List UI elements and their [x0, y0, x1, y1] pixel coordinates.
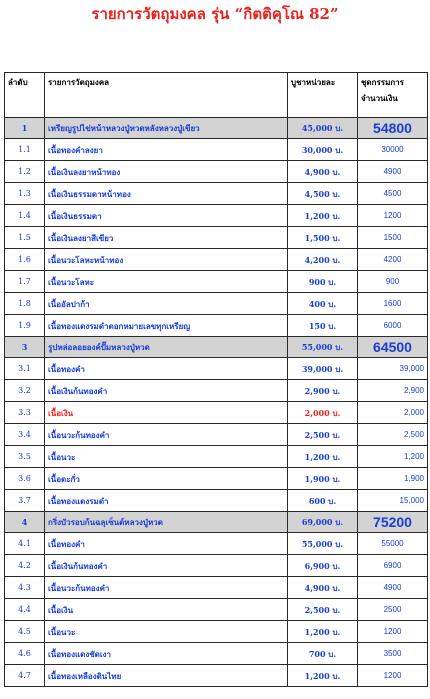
group-name: กริ่งบัวรอบก้นฉลุเซ็นต์หลวงปู่หวด — [45, 512, 288, 533]
item-no: 3.2 — [5, 380, 45, 402]
item-total: 15,000 — [358, 490, 428, 512]
item-no: 4.5 — [5, 621, 45, 643]
table-header-row — [5, 73, 428, 118]
item-price: 1,500 บ. — [288, 227, 358, 249]
item-price: 1,200 บ. — [288, 446, 358, 468]
table-row — [5, 490, 428, 512]
item-name: เนื้ออัลปาก้า — [45, 293, 288, 315]
document-title: รายการวัตถุมงคล รุ่น “กิตติคุโณ 82” — [91, 5, 339, 23]
table-row — [5, 249, 428, 271]
item-price: 39,000 บ. — [288, 358, 358, 380]
item-name: เนื้อนวะก้นทองคำ — [45, 424, 288, 446]
table-row — [5, 424, 428, 446]
table-row — [5, 358, 428, 380]
item-no: 3.5 — [5, 446, 45, 468]
item-no: 1.4 — [5, 205, 45, 227]
header-total-line1: ชุดกรรมการ — [361, 77, 404, 87]
group-row — [5, 512, 428, 533]
item-total: 4900 — [358, 161, 428, 183]
header-price: บูชาหน่วยละ — [288, 73, 358, 118]
item-no: 3.7 — [5, 490, 45, 512]
item-total: 4900 — [358, 577, 428, 599]
group-total: 64500 — [358, 337, 428, 358]
item-price: 6,900 บ. — [288, 555, 358, 577]
table-row — [5, 293, 428, 315]
table-row — [5, 161, 428, 183]
item-price: 400 บ. — [288, 293, 358, 315]
item-name: เนื้อเงินลงยาหน้าทอง — [45, 161, 288, 183]
item-total: 1200 — [358, 665, 428, 687]
group-total: 54800 — [358, 118, 428, 139]
table-row — [5, 271, 428, 293]
item-name: เนื้อเงินลงยาสีเขียว — [45, 227, 288, 249]
item-price: 1,200 บ. — [288, 205, 358, 227]
item-no: 3.6 — [5, 468, 45, 490]
item-name: เนื้อทองคำลงยา — [45, 139, 288, 161]
table-row — [5, 205, 428, 227]
table-row — [5, 402, 428, 424]
item-no: 1.3 — [5, 183, 45, 205]
group-no: 4 — [5, 512, 45, 533]
table-row — [5, 315, 428, 337]
item-no: 3.3 — [5, 402, 45, 424]
item-no: 1.8 — [5, 293, 45, 315]
table-row — [5, 599, 428, 621]
table-row — [5, 227, 428, 249]
item-name: เนื้อตะกั่ว — [45, 468, 288, 490]
item-total: 6000 — [358, 315, 428, 337]
item-name: เนื้อทองแดงชัดเงา — [45, 643, 288, 665]
group-price: 55,000 บ. — [288, 337, 358, 358]
item-name: เนื้อเงินธรรมดาหน้าทอง — [45, 183, 288, 205]
item-total: 1200 — [358, 621, 428, 643]
item-total: 1,900 — [358, 468, 428, 490]
item-no: 4.1 — [5, 533, 45, 555]
item-no: 4.2 — [5, 555, 45, 577]
item-no: 4.7 — [5, 665, 45, 687]
table-row — [5, 577, 428, 599]
item-name: เนื้อเงิน — [45, 402, 288, 424]
group-total: 75200 — [358, 512, 428, 533]
item-price: 30,000 บ. — [288, 139, 358, 161]
item-no: 1.9 — [5, 315, 45, 337]
group-no: 3 — [5, 337, 45, 358]
group-name: รูปหล่อลอยองค์ปั๊มหลวงปู่หวด — [45, 337, 288, 358]
header-no: ลำดับ — [5, 73, 45, 118]
item-no: 1.1 — [5, 139, 45, 161]
item-no: 4.4 — [5, 599, 45, 621]
group-row — [5, 118, 428, 139]
table-row — [5, 643, 428, 665]
item-name: เนื้อทองแดงรมดำ — [45, 490, 288, 512]
item-name: เนื้อเงินก้นทองคำ — [45, 380, 288, 402]
item-total: 2,900 — [358, 380, 428, 402]
item-price: 1,900 บ. — [288, 468, 358, 490]
item-total: 39,000 — [358, 358, 428, 380]
table-row — [5, 665, 428, 687]
item-price: 2,900 บ. — [288, 380, 358, 402]
item-name: เนื้อเงิน — [45, 599, 288, 621]
item-name: เนื้อทองคำ — [45, 358, 288, 380]
header-name: รายการวัตถุมงคล — [45, 73, 288, 118]
item-no: 1.5 — [5, 227, 45, 249]
item-no: 3.4 — [5, 424, 45, 446]
item-name: เนื้อนวะก้นทองคำ — [45, 577, 288, 599]
item-name: เนื้อนวะโลหะ — [45, 271, 288, 293]
item-price: 55,000 บ. — [288, 533, 358, 555]
header-total-line2: จำนวนเงิน — [361, 93, 398, 103]
table-row — [5, 183, 428, 205]
item-price: 900 บ. — [288, 271, 358, 293]
item-price: 4,900 บ. — [288, 161, 358, 183]
item-total: 2,000 — [358, 402, 428, 424]
item-price: 600 บ. — [288, 490, 358, 512]
item-price: 1,200 บ. — [288, 621, 358, 643]
group-price: 45,000 บ. — [288, 118, 358, 139]
item-name: เนื้อเงินก้นทองคำ — [45, 555, 288, 577]
item-no: 4.3 — [5, 577, 45, 599]
item-no: 1.7 — [5, 271, 45, 293]
item-price: 4,200 บ. — [288, 249, 358, 271]
item-total: 900 — [358, 271, 428, 293]
item-no: 1.6 — [5, 249, 45, 271]
item-total: 30000 — [358, 139, 428, 161]
item-price: 2,500 บ. — [288, 424, 358, 446]
table-row — [5, 446, 428, 468]
item-name: เนื้อนวะโลหะหน้าทอง — [45, 249, 288, 271]
item-name: เนื้อเงินธรรมดา — [45, 205, 288, 227]
item-price: 2,000 บ. — [288, 402, 358, 424]
table-row — [5, 621, 428, 643]
item-name: เนื้อทองแดงรมดำตอกหมายเลขทุกเหรียญ — [45, 315, 288, 337]
group-row — [5, 337, 428, 358]
header-total — [358, 73, 428, 118]
item-total: 3500 — [358, 643, 428, 665]
item-total: 1,200 — [358, 446, 428, 468]
table-row — [5, 468, 428, 490]
table-row — [5, 555, 428, 577]
group-no: 1 — [5, 118, 45, 139]
item-name: เนื้อนวะ — [45, 446, 288, 468]
item-total: 2,500 — [358, 424, 428, 446]
table-row — [5, 139, 428, 161]
item-name: เนื้อทองเหลืองดินไทย — [45, 665, 288, 687]
table-row — [5, 533, 428, 555]
item-total: 4200 — [358, 249, 428, 271]
table-row — [5, 380, 428, 402]
item-price: 1,200 บ. — [288, 665, 358, 687]
item-price: 2,500 บ. — [288, 599, 358, 621]
item-no: 1.2 — [5, 161, 45, 183]
item-price: 700 บ. — [288, 643, 358, 665]
item-total: 1500 — [358, 227, 428, 249]
item-name: เนื้อทองคำ — [45, 533, 288, 555]
item-total: 1200 — [358, 205, 428, 227]
item-price: 4,500 บ. — [288, 183, 358, 205]
item-price: 4,900 บ. — [288, 577, 358, 599]
item-total: 55000 — [358, 533, 428, 555]
item-total: 1600 — [358, 293, 428, 315]
amulet-price-table — [4, 72, 428, 687]
item-total: 6900 — [358, 555, 428, 577]
item-total: 4500 — [358, 183, 428, 205]
table-body — [5, 118, 428, 687]
item-name: เนื้อนวะ — [45, 621, 288, 643]
item-no: 3.1 — [5, 358, 45, 380]
item-total: 2500 — [358, 599, 428, 621]
group-name: เหรียญรูปไข่หน้าหลวงปู่หวดหลังหลวงปู่เขียว — [45, 118, 288, 139]
item-no: 4.6 — [5, 643, 45, 665]
group-price: 69,000 บ. — [288, 512, 358, 533]
item-price: 150 บ. — [288, 315, 358, 337]
